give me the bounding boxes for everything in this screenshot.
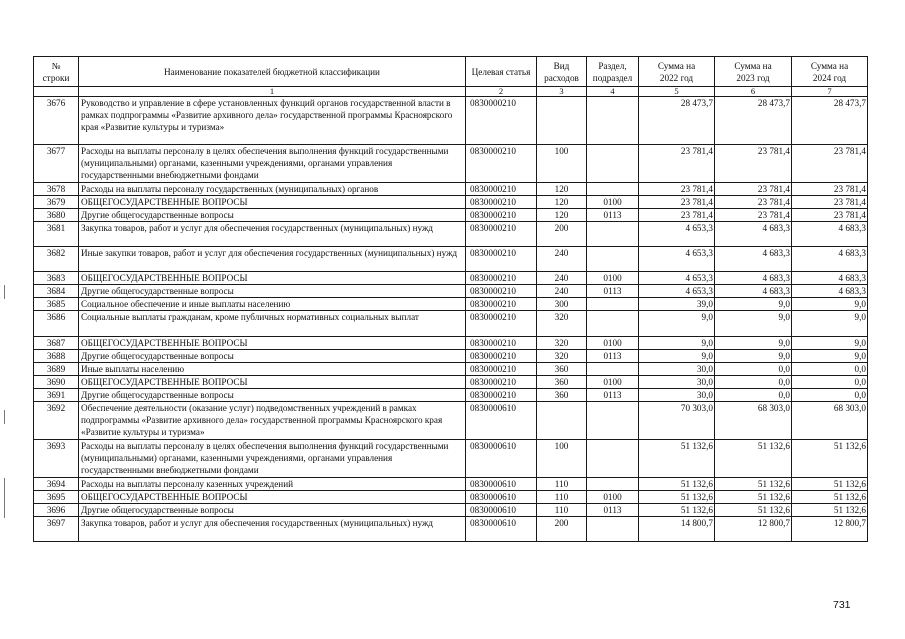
sum-2023: 9,0 <box>715 298 792 311</box>
sum-2024: 4 683,3 <box>792 222 868 247</box>
sum-2022: 51 132,6 <box>639 491 715 504</box>
sum-2024: 23 781,4 <box>792 196 868 209</box>
row-number: 3695 <box>34 491 79 504</box>
sum-2024: 51 132,6 <box>792 478 868 491</box>
sum-2022: 14 800,7 <box>639 517 715 542</box>
sum-2023: 9,0 <box>715 350 792 363</box>
column-number: 3 <box>537 87 587 97</box>
sum-2024: 23 781,4 <box>792 209 868 222</box>
sum-2024: 0,0 <box>792 376 868 389</box>
expense-kind: 320 <box>537 311 587 337</box>
table-row <box>34 272 868 285</box>
sum-2022: 28 473,7 <box>639 97 715 145</box>
section-code <box>587 222 639 247</box>
page-number: 731 <box>833 599 851 611</box>
target-code: 0830000210 <box>466 183 537 196</box>
target-code: 0830000210 <box>466 209 537 222</box>
sum-2023: 51 132,6 <box>715 491 792 504</box>
sum-2022: 9,0 <box>639 350 715 363</box>
target-code: 0830000610 <box>466 440 537 478</box>
expense-kind: 200 <box>537 222 587 247</box>
sum-2023: 0,0 <box>715 389 792 402</box>
row-name: Расходы на выплаты персоналу в целях обеспечения выполнения функций государственными (муниципальными) органами, казенными учреждениями, органами управления государственными внебюджетными фондами <box>79 145 466 183</box>
row-number: 3676 <box>34 97 79 145</box>
table-row <box>34 247 868 272</box>
row-name: ОБЩЕГОСУДАРСТВЕННЫЕ ВОПРОСЫ <box>79 272 466 285</box>
table-row <box>34 222 868 247</box>
section-code <box>587 247 639 272</box>
sum-2024: 9,0 <box>792 337 868 350</box>
table-row <box>34 440 868 478</box>
column-number: 5 <box>639 87 715 97</box>
sum-2022: 23 781,4 <box>639 196 715 209</box>
row-name: ОБЩЕГОСУДАРСТВЕННЫЕ ВОПРОСЫ <box>79 491 466 504</box>
sum-2022: 39,0 <box>639 298 715 311</box>
column-number <box>34 87 79 97</box>
row-name: Другие общегосударственные вопросы <box>79 350 466 363</box>
header-row <box>34 57 868 87</box>
section-code <box>587 478 639 491</box>
row-name: Социальное обеспечение и иные выплаты населению <box>79 298 466 311</box>
header-name: Наименование показателей бюджетной классификации <box>79 57 466 87</box>
row-number: 3693 <box>34 440 79 478</box>
column-number: 2 <box>466 87 537 97</box>
sum-2022: 30,0 <box>639 389 715 402</box>
expense-kind: 300 <box>537 298 587 311</box>
row-number: 3684 <box>34 285 79 298</box>
table-row <box>34 389 868 402</box>
target-code: 0830000210 <box>466 311 537 337</box>
sum-2024: 0,0 <box>792 389 868 402</box>
expense-kind: 320 <box>537 350 587 363</box>
table-row <box>34 97 868 145</box>
row-name: Иные закупки товаров, работ и услуг для обеспечения государственных (муниципальных) нужд <box>79 247 466 272</box>
target-code: 0830000610 <box>466 517 537 542</box>
row-name: Расходы на выплаты персоналу казенных учреждений <box>79 478 466 491</box>
row-number: 3692 <box>34 402 79 440</box>
expense-kind: 240 <box>537 247 587 272</box>
column-number: 6 <box>715 87 792 97</box>
expense-kind: 240 <box>537 272 587 285</box>
row-number: 3678 <box>34 183 79 196</box>
sum-2023: 23 781,4 <box>715 183 792 196</box>
header-sum-2024: Сумма на 2024 год <box>792 57 868 87</box>
target-code: 0830000210 <box>466 247 537 272</box>
sum-2022: 70 303,0 <box>639 402 715 440</box>
sum-2024: 23 781,4 <box>792 145 868 183</box>
target-code: 0830000610 <box>466 478 537 491</box>
section-code <box>587 298 639 311</box>
row-number: 3688 <box>34 350 79 363</box>
row-number: 3696 <box>34 504 79 517</box>
sum-2023: 51 132,6 <box>715 440 792 478</box>
target-code: 0830000210 <box>466 97 537 145</box>
section-code <box>587 517 639 542</box>
sum-2022: 4 653,3 <box>639 247 715 272</box>
sum-2024: 23 781,4 <box>792 183 868 196</box>
section-code <box>587 183 639 196</box>
expense-kind: 100 <box>537 440 587 478</box>
row-name: Расходы на выплаты персоналу государственных (муниципальных) органов <box>79 183 466 196</box>
target-code: 0830000610 <box>466 402 537 440</box>
section-code: 0113 <box>587 209 639 222</box>
sum-2023: 23 781,4 <box>715 209 792 222</box>
expense-kind: 240 <box>537 285 587 298</box>
sum-2023: 9,0 <box>715 337 792 350</box>
table-row <box>34 376 868 389</box>
sum-2022: 51 132,6 <box>639 478 715 491</box>
sum-2024: 4 683,3 <box>792 272 868 285</box>
table-row <box>34 311 868 337</box>
column-number: 1 <box>79 87 466 97</box>
expense-kind: 320 <box>537 337 587 350</box>
sum-2024: 4 683,3 <box>792 247 868 272</box>
margin-mark <box>4 285 5 299</box>
table-row <box>34 285 868 298</box>
table-row <box>34 209 868 222</box>
section-code: 0113 <box>587 285 639 298</box>
row-number: 3697 <box>34 517 79 542</box>
sum-2022: 30,0 <box>639 363 715 376</box>
sum-2023: 51 132,6 <box>715 504 792 517</box>
expense-kind: 120 <box>537 209 587 222</box>
target-code: 0830000210 <box>466 298 537 311</box>
sum-2023: 9,0 <box>715 311 792 337</box>
header-kind: Вид расходов <box>537 57 587 87</box>
section-code: 0100 <box>587 376 639 389</box>
table-row <box>34 491 868 504</box>
table-row <box>34 504 868 517</box>
column-number-row <box>34 87 868 97</box>
sum-2024: 0,0 <box>792 363 868 376</box>
sum-2024: 4 683,3 <box>792 285 868 298</box>
table-row <box>34 363 868 376</box>
column-number: 4 <box>587 87 639 97</box>
row-name: ОБЩЕГОСУДАРСТВЕННЫЕ ВОПРОСЫ <box>79 376 466 389</box>
sum-2024: 12 800,7 <box>792 517 868 542</box>
row-number: 3679 <box>34 196 79 209</box>
target-code: 0830000210 <box>466 389 537 402</box>
sum-2024: 9,0 <box>792 298 868 311</box>
row-name: Руководство и управление в сфере установленных функций органов государственной власти в рамках подпрограммы «Развитие архивного дела» государственной программы Красноярского края «Развитие культуры и туризма» <box>79 97 466 145</box>
expense-kind: 110 <box>537 478 587 491</box>
sum-2023: 51 132,6 <box>715 478 792 491</box>
sum-2022: 23 781,4 <box>639 145 715 183</box>
table-row <box>34 517 868 542</box>
row-name: Обеспечение деятельности (оказание услуг) подведомственных учреждений в рамках подпрограммы «Развитие архивного дела» государственной программы Красноярского края «Развитие культуры и туризма» <box>79 402 466 440</box>
target-code: 0830000210 <box>466 285 537 298</box>
expense-kind <box>537 97 587 145</box>
sum-2023: 28 473,7 <box>715 97 792 145</box>
sum-2023: 68 303,0 <box>715 402 792 440</box>
sum-2023: 4 683,3 <box>715 272 792 285</box>
expense-kind <box>537 402 587 440</box>
target-code: 0830000210 <box>466 337 537 350</box>
header-section: Раздел, подраздел <box>587 57 639 87</box>
section-code: 0113 <box>587 389 639 402</box>
row-name: Социальные выплаты гражданам, кроме публичных нормативных социальных выплат <box>79 311 466 337</box>
section-code <box>587 145 639 183</box>
expense-kind: 100 <box>537 145 587 183</box>
row-number: 3689 <box>34 363 79 376</box>
target-code: 0830000210 <box>466 272 537 285</box>
header-target: Целевая статья <box>466 57 537 87</box>
sum-2023: 23 781,4 <box>715 196 792 209</box>
sum-2024: 51 132,6 <box>792 491 868 504</box>
sum-2024: 9,0 <box>792 350 868 363</box>
row-number: 3682 <box>34 247 79 272</box>
sum-2024: 9,0 <box>792 311 868 337</box>
section-code: 0113 <box>587 504 639 517</box>
row-name: Закупка товаров, работ и услуг для обеспечения государственных (муниципальных) нужд <box>79 222 466 247</box>
section-code: 0100 <box>587 491 639 504</box>
sum-2023: 12 800,7 <box>715 517 792 542</box>
section-code: 0100 <box>587 196 639 209</box>
section-code <box>587 311 639 337</box>
sum-2022: 4 653,3 <box>639 285 715 298</box>
row-name: Другие общегосударственные вопросы <box>79 504 466 517</box>
table-row <box>34 350 868 363</box>
row-name: Другие общегосударственные вопросы <box>79 285 466 298</box>
sum-2023: 4 683,3 <box>715 285 792 298</box>
row-number: 3691 <box>34 389 79 402</box>
target-code: 0830000210 <box>466 363 537 376</box>
sum-2023: 23 781,4 <box>715 145 792 183</box>
target-code: 0830000210 <box>466 376 537 389</box>
column-number: 7 <box>792 87 868 97</box>
row-name: Закупка товаров, работ и услуг для обеспечения государственных (муниципальных) нужд <box>79 517 466 542</box>
table-row <box>34 183 868 196</box>
section-code <box>587 97 639 145</box>
sum-2022: 4 653,3 <box>639 222 715 247</box>
table-row <box>34 402 868 440</box>
section-code <box>587 402 639 440</box>
sum-2022: 30,0 <box>639 376 715 389</box>
margin-mark <box>4 410 5 424</box>
sum-2023: 4 683,3 <box>715 222 792 247</box>
row-name: Другие общегосударственные вопросы <box>79 389 466 402</box>
row-number: 3694 <box>34 478 79 491</box>
expense-kind: 110 <box>537 504 587 517</box>
expense-kind: 360 <box>537 389 587 402</box>
target-code: 0830000210 <box>466 350 537 363</box>
row-number: 3690 <box>34 376 79 389</box>
expense-kind: 110 <box>537 491 587 504</box>
section-code: 0100 <box>587 272 639 285</box>
sum-2022: 23 781,4 <box>639 183 715 196</box>
sum-2024: 28 473,7 <box>792 97 868 145</box>
row-number: 3681 <box>34 222 79 247</box>
target-code: 0830000610 <box>466 504 537 517</box>
section-code <box>587 440 639 478</box>
sum-2022: 9,0 <box>639 311 715 337</box>
table-row <box>34 337 868 350</box>
budget-table <box>33 56 868 542</box>
header-sum-2023: Сумма на 2023 год <box>715 57 792 87</box>
row-name: ОБЩЕГОСУДАРСТВЕННЫЕ ВОПРОСЫ <box>79 337 466 350</box>
expense-kind: 120 <box>537 183 587 196</box>
sum-2024: 51 132,6 <box>792 440 868 478</box>
expense-kind: 120 <box>537 196 587 209</box>
sum-2022: 9,0 <box>639 337 715 350</box>
expense-kind: 200 <box>537 517 587 542</box>
sum-2022: 51 132,6 <box>639 440 715 478</box>
row-name: Иные выплаты населению <box>79 363 466 376</box>
sum-2023: 4 683,3 <box>715 247 792 272</box>
table-row <box>34 298 868 311</box>
row-name: Другие общегосударственные вопросы <box>79 209 466 222</box>
sum-2023: 0,0 <box>715 376 792 389</box>
row-number: 3677 <box>34 145 79 183</box>
header-row-number: № строки <box>34 57 79 87</box>
sum-2022: 23 781,4 <box>639 209 715 222</box>
table-row <box>34 478 868 491</box>
margin-mark <box>4 478 5 518</box>
row-number: 3687 <box>34 337 79 350</box>
row-name: Расходы на выплаты персоналу в целях обеспечения выполнения функций государственными (муниципальными) органами, казенными учреждениями, органами управления государственными внебюджетными фондами <box>79 440 466 478</box>
sum-2022: 51 132,6 <box>639 504 715 517</box>
section-code <box>587 363 639 376</box>
target-code: 0830000210 <box>466 222 537 247</box>
target-code: 0830000210 <box>466 145 537 183</box>
target-code: 0830000610 <box>466 491 537 504</box>
sum-2022: 4 653,3 <box>639 272 715 285</box>
header-sum-2022: Сумма на 2022 год <box>639 57 715 87</box>
row-number: 3686 <box>34 311 79 337</box>
expense-kind: 360 <box>537 363 587 376</box>
row-name: ОБЩЕГОСУДАРСТВЕННЫЕ ВОПРОСЫ <box>79 196 466 209</box>
row-number: 3680 <box>34 209 79 222</box>
expense-kind: 360 <box>537 376 587 389</box>
sum-2024: 68 303,0 <box>792 402 868 440</box>
row-number: 3685 <box>34 298 79 311</box>
section-code: 0113 <box>587 350 639 363</box>
row-number: 3683 <box>34 272 79 285</box>
table-row <box>34 196 868 209</box>
sum-2023: 0,0 <box>715 363 792 376</box>
sum-2024: 51 132,6 <box>792 504 868 517</box>
section-code: 0100 <box>587 337 639 350</box>
target-code: 0830000210 <box>466 196 537 209</box>
table-row <box>34 145 868 183</box>
